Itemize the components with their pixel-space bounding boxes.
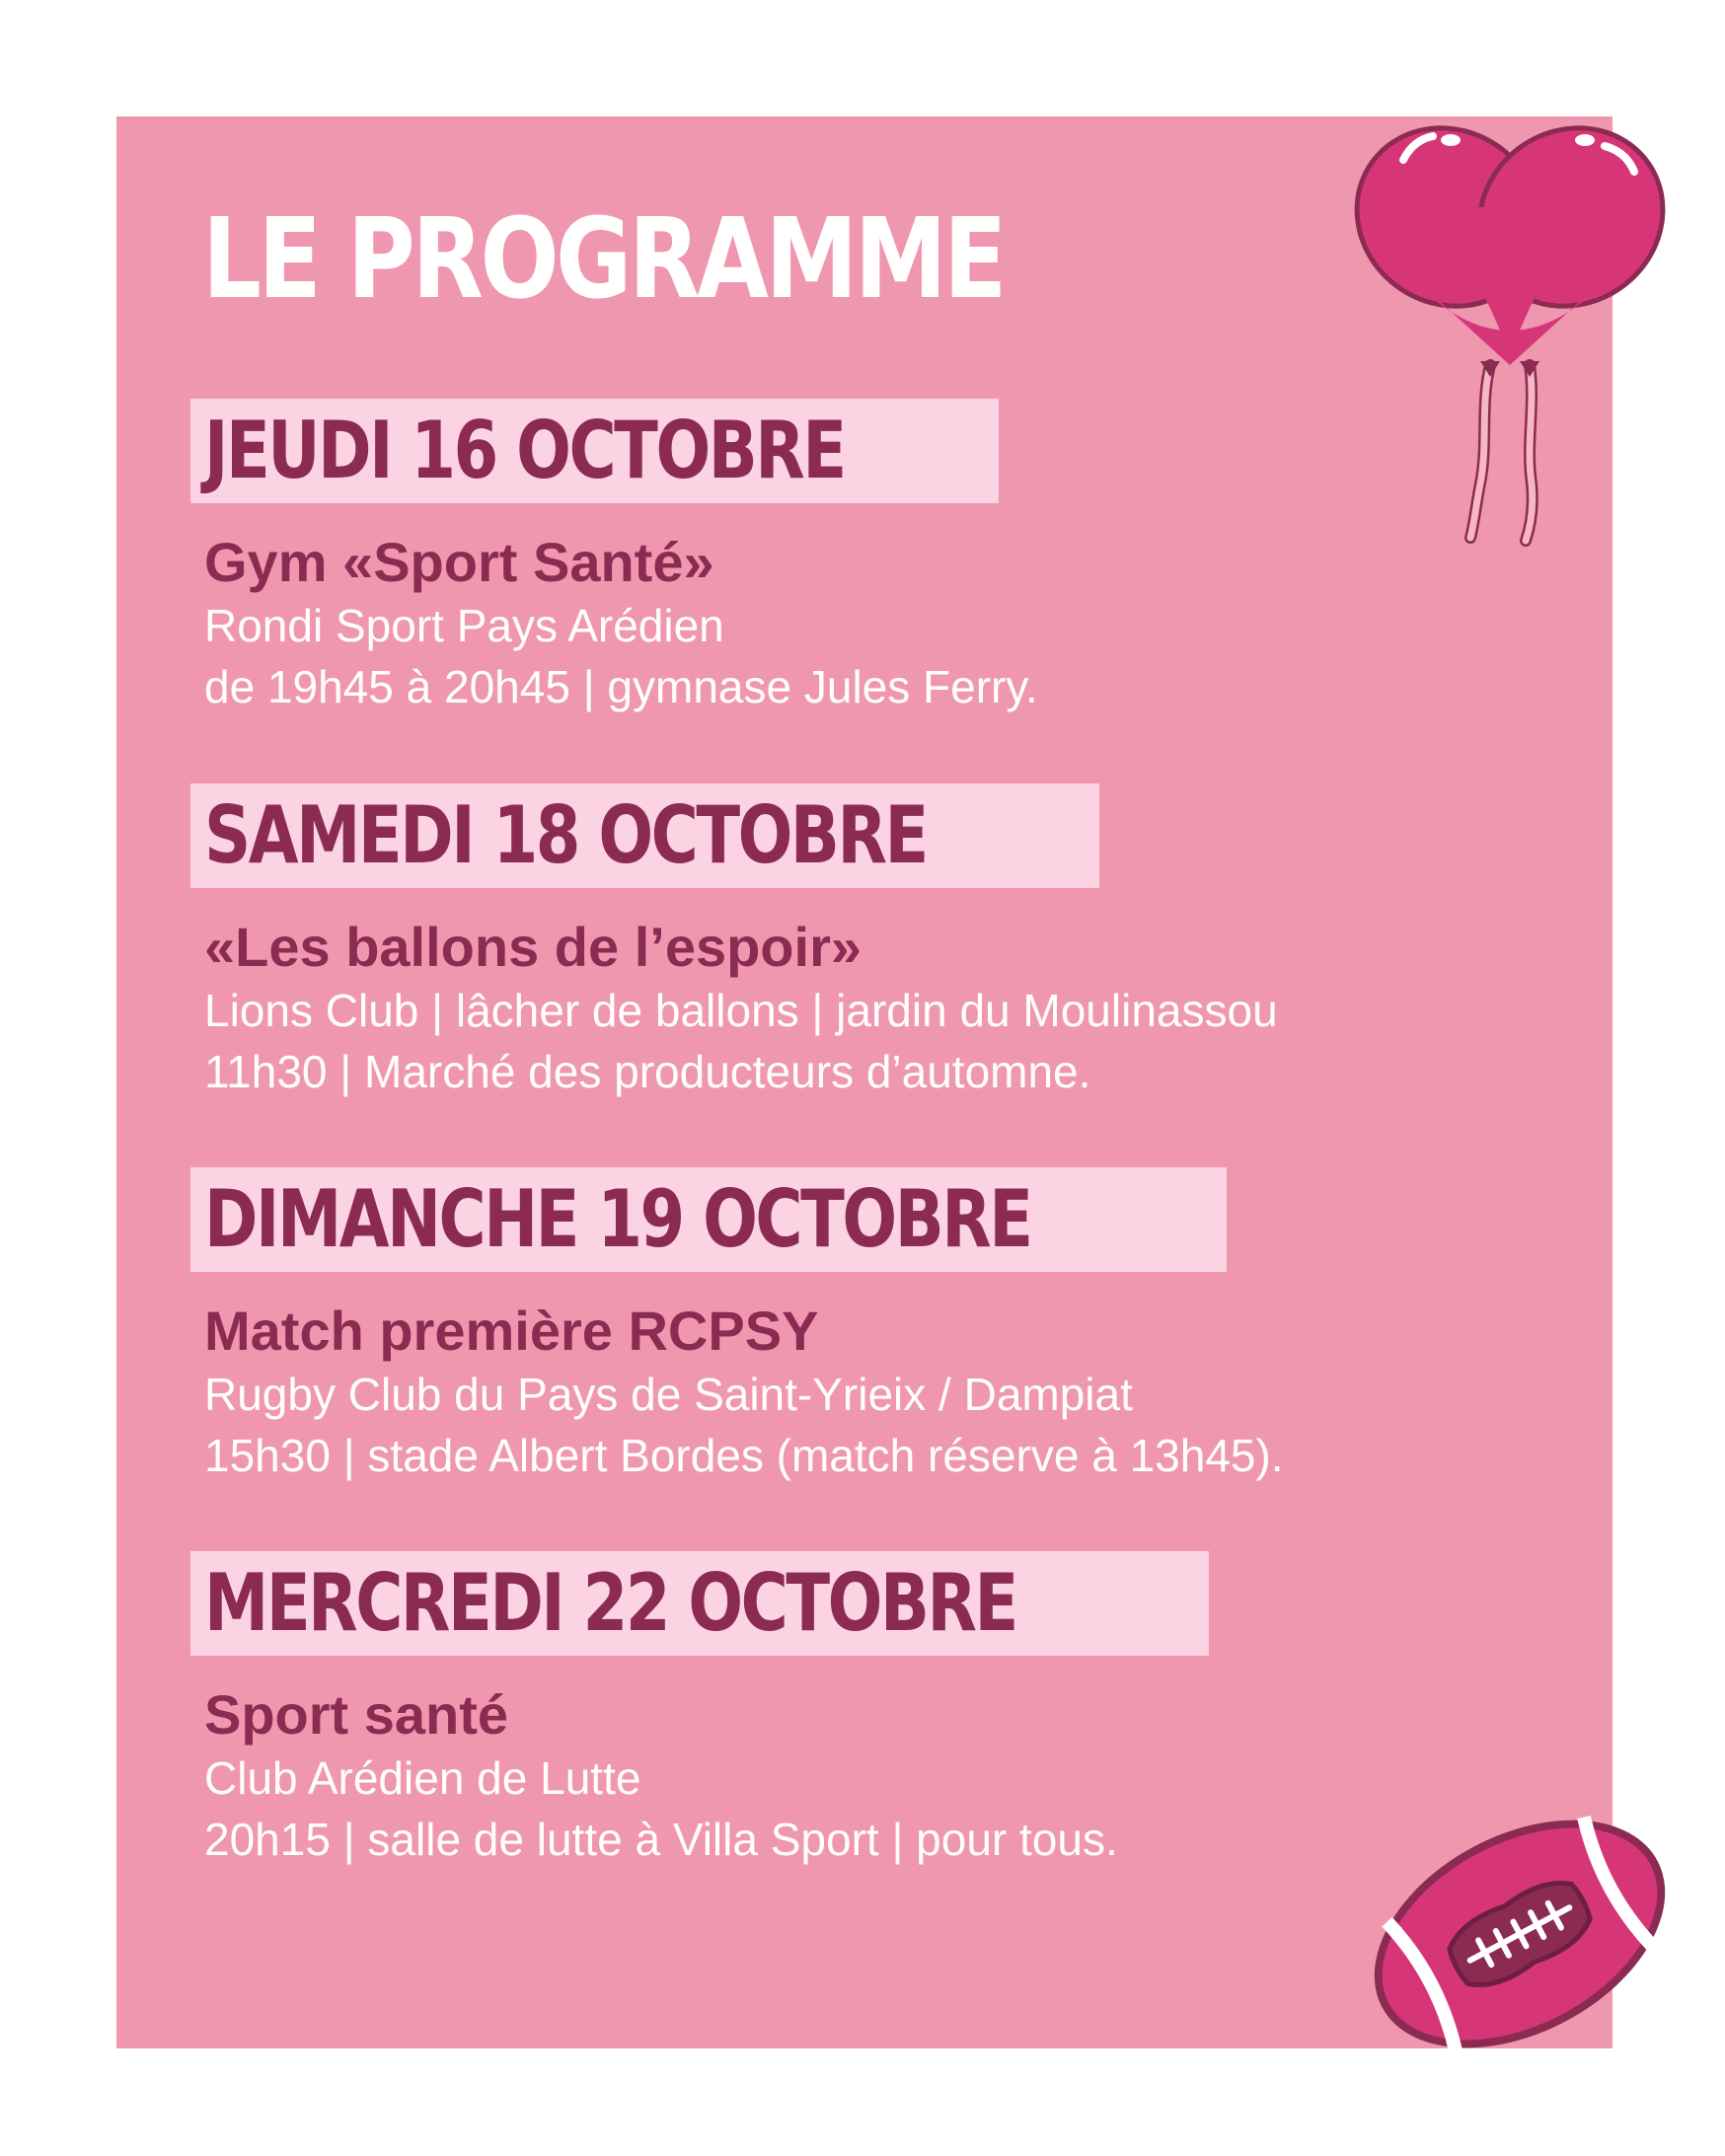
- rugby-ball-icon: [1357, 1796, 1683, 2072]
- day-label-text: JEUDI 16 OCTOBRE: [204, 405, 845, 496]
- event-details: 20h15 | salle de lutte à Villa Sport | pour tous.: [204, 1814, 1118, 1865]
- event-organizer: Rondi Sport Pays Arédien: [204, 600, 724, 651]
- event-organizer: Club Arédien de Lutte: [204, 1752, 641, 1804]
- day-section-dimanche: [190, 1167, 1473, 1486]
- day-section-jeudi: [190, 399, 1473, 717]
- event-details: 11h30 | Marché des producteurs d’automne.: [204, 1046, 1091, 1097]
- event-organizer: Rugby Club du Pays de Saint-Yrieix / Dampiat: [204, 1369, 1133, 1420]
- day-section-mercredi: [190, 1551, 1473, 1870]
- event-title: Gym «Sport Santé»: [204, 531, 714, 593]
- event-title: Match première RCPSY: [204, 1300, 819, 1362]
- day-section-samedi: [190, 783, 1473, 1102]
- day-label-text: SAMEDI 18 OCTOBRE: [204, 789, 927, 881]
- event-details: de 19h45 à 20h45 | gymnase Jules Ferry.: [204, 661, 1038, 712]
- page-title: LE PROGRAMME: [202, 195, 1005, 324]
- event-organizer: Lions Club | lâcher de ballons | jardin du Moulinassou: [204, 985, 1278, 1036]
- day-label: [190, 1167, 1227, 1272]
- day-label-text: DIMANCHE 19 OCTOBRE: [204, 1173, 1031, 1265]
- day-label: [190, 783, 1099, 888]
- event-title: Sport santé: [204, 1683, 509, 1746]
- day-label-text: MERCREDI 22 OCTOBRE: [204, 1557, 1016, 1649]
- event-title: «Les ballons de l’espoir»: [204, 916, 862, 978]
- heart-balloons-icon: [1342, 69, 1678, 553]
- day-label: [190, 399, 999, 503]
- day-label: [190, 1551, 1209, 1656]
- event-details: 15h30 | stade Albert Bordes (match réserve à 13h45).: [204, 1430, 1284, 1481]
